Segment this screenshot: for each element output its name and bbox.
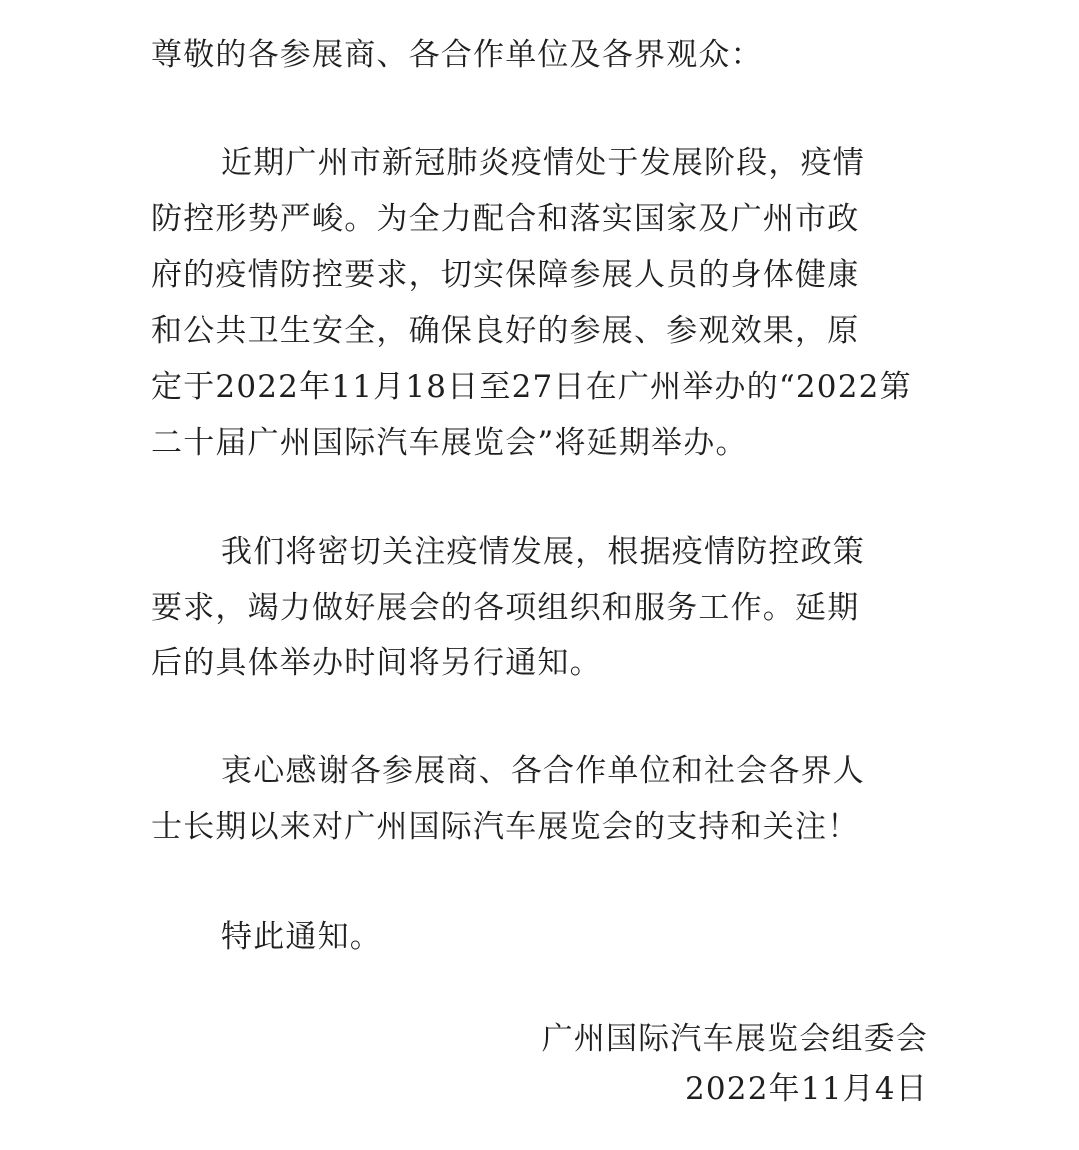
paragraph-line: 要求，竭力做好展会的各项组织和服务工作。延期 [151,590,860,626]
signature-date: 2022年11月4日 [684,1071,928,1107]
paragraph-line: 近期广州市新冠肺炎疫情处于发展阶段，疫情 [221,145,865,181]
paragraph-line: 府的疫情防控要求，切实保障参展人员的身体健康 [151,257,860,293]
closing-text: 特此通知。 [221,919,382,955]
paragraph-line: 衷心感谢各参展商、各合作单位和社会各界人 [221,753,865,789]
paragraph-line: 和公共卫生安全，确保良好的参展、参观效果，原 [151,313,860,349]
paragraph-line: 二十届广州国际汽车展览会”将延期举办。 [151,425,748,461]
paragraph-line: 我们将密切关注疫情发展，根据疫情防控政策 [221,534,865,570]
salutation: 尊敬的各参展商、各合作单位及各界观众： [151,37,763,73]
paragraph-line: 防控形势严峻。为全力配合和落实国家及广州市政 [151,201,860,237]
signature-organization: 广州国际汽车展览会组委会 [541,1021,928,1057]
paragraph-line: 后的具体举办时间将另行通知。 [151,645,602,681]
paragraph-line: 定于2022年11月18日至27日在广州举办的“2022第 [151,369,912,405]
paragraph-line: 士长期以来对广州国际汽车展览会的支持和关注！ [151,809,860,845]
